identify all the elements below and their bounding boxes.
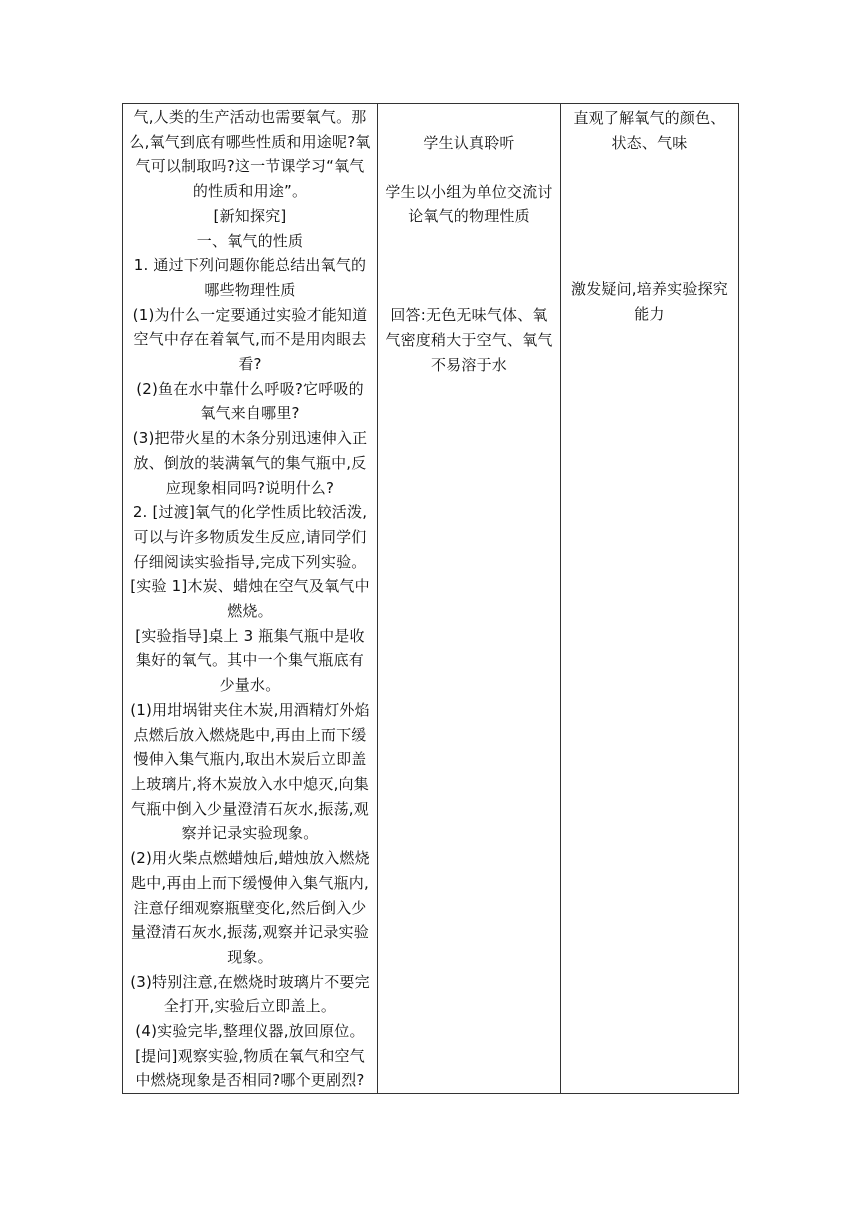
transition-paragraph: 2. [过渡]氧气的化学性质比较活泼,可以与许多物质发生反应,请同学们仔细阅读实验指导,完成下列实验。: [132, 503, 368, 571]
question-1: (1)为什么一定要通过实验才能知道空气中存在着氧气,而不是用肉眼去看?: [132, 305, 368, 374]
student-activity-cell: [378, 104, 561, 1094]
intent-observe: 直观了解氧气的颜色、状态、气味: [573, 109, 726, 152]
student-discuss: 学生以小组为单位交流讨论氧气的物理性质: [385, 182, 553, 226]
step-1: (1)用坩埚钳夹住木炭,用酒精灯外焰点燃后放入燃烧匙中,再由上而下缓慢伸入集气瓶内,取出木炭后立即盖上玻璃片,将木炭放入水中熄灭,向集气瓶中倒入少量澄清石灰水,振荡,观察并记录实验现象。: [130, 700, 370, 843]
experiment-guide: [实验指导]桌上 3 瓶集气瓶中是收集好的氧气。其中一个集气瓶底有少量水。: [135, 626, 365, 695]
student-answer: 回答:无色无味气体、氧气密度稍大于空气、氧气不易溶于水: [385, 306, 553, 374]
heading-new-knowledge: [新知探究]: [213, 206, 287, 225]
table-row: [123, 104, 739, 1094]
paragraph-intro: 气,人类的生产活动也需要氧气。那么,氧气到底有哪些性质和用途呢?氧气可以制取吗?这一节课学习“氧气的性质和用途”。: [129, 108, 371, 201]
step-4: (4)实验完毕,整理仪器,放回原位。: [135, 1022, 365, 1041]
heading-oxygen-properties: 一、氧气的性质: [196, 231, 304, 250]
question-comparison: [提问]观察实验,物质在氧气和空气中燃烧现象是否相同?哪个更剧烈?: [135, 1046, 365, 1090]
step-2: (2)用火柴点燃蜡烛后,蜡烛放入燃烧匙中,再由上而下缓慢伸入集气瓶内,注意仔细观察瓶壁变化,然后倒入少量澄清石灰水,振荡,观察并记录实验现象。: [130, 849, 370, 966]
step-3: (3)特别注意,在燃烧时玻璃片不要完全打开,实验后立即盖上。: [130, 972, 370, 1016]
teacher-activity-cell: [123, 104, 378, 1094]
lesson-plan-table: [122, 103, 739, 1094]
design-intent-cell: [561, 104, 739, 1094]
intent-inquiry: 激发疑问,培养实验探究能力: [571, 280, 728, 324]
question-physical-properties: 1. 通过下列问题你能总结出氧气的哪些物理性质: [133, 256, 367, 299]
experiment-1-title: [实验 1]木炭、蜡烛在空气及氧气中燃烧。: [130, 577, 370, 621]
question-2: (2)鱼在水中靠什么呼吸?它呼吸的氧气来自哪里?: [136, 379, 364, 423]
student-listen: 学生认真聆听: [423, 134, 515, 152]
question-3: (3)把带火星的木条分别迅速伸入正放、倒放的装满氧气的集气瓶中,反应现象相同吗?说明什么?: [132, 429, 368, 497]
